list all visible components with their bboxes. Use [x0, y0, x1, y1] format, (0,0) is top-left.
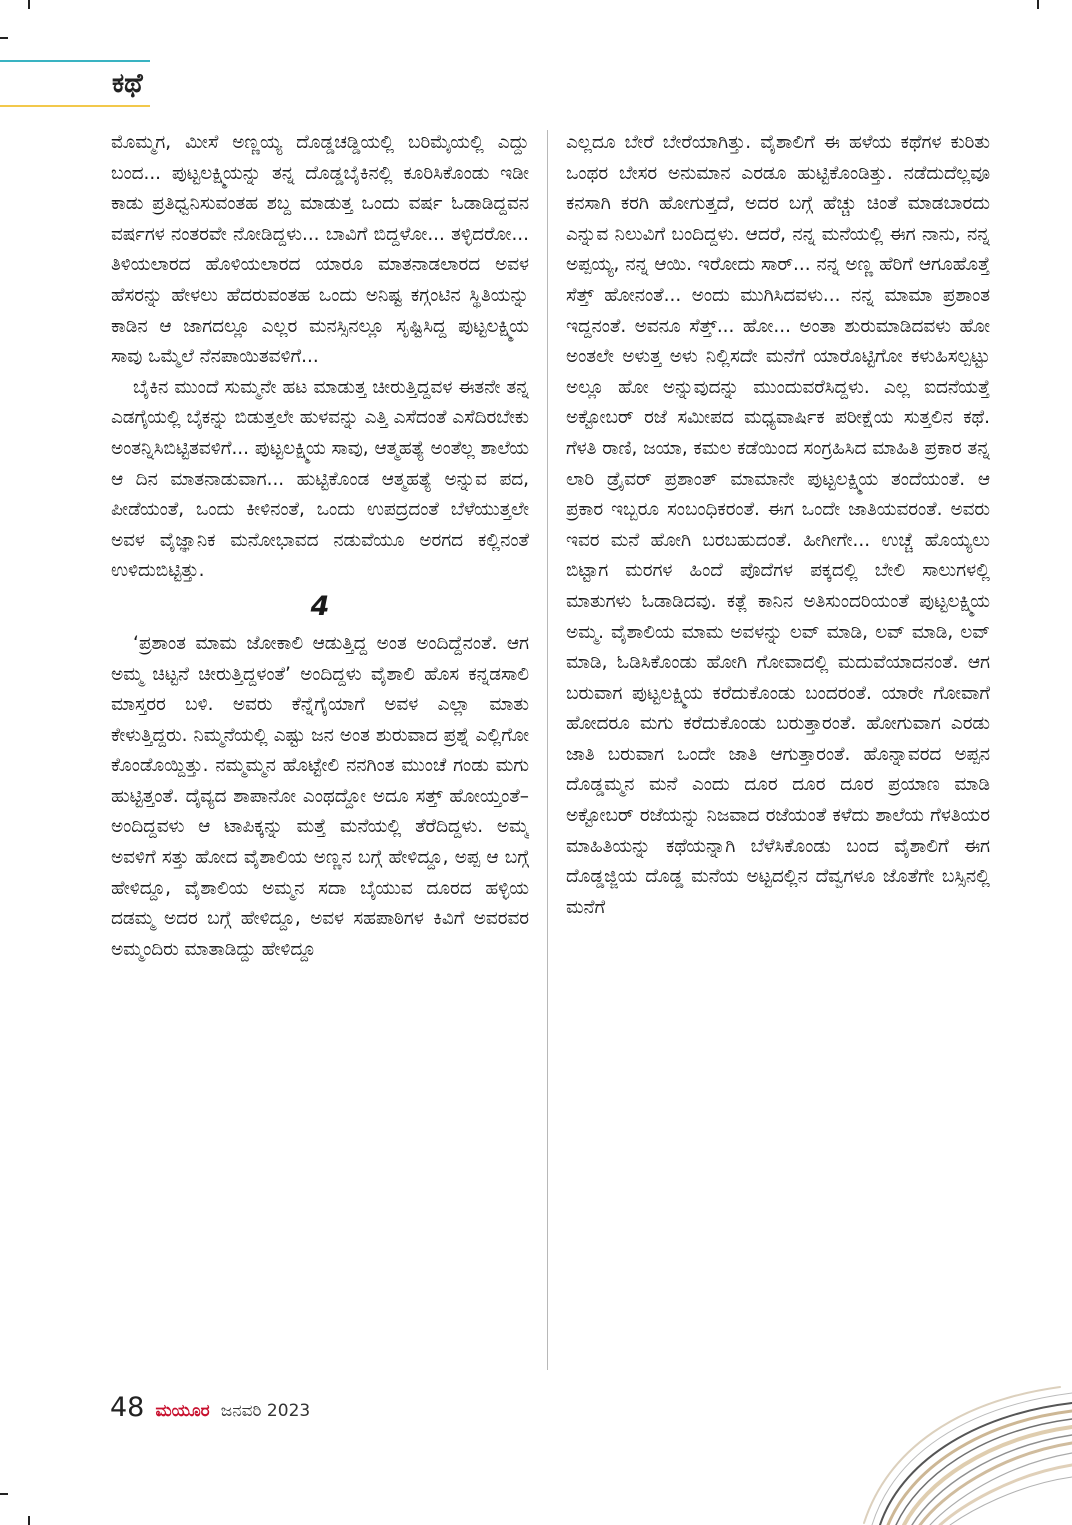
crop-mark-left-upper: [0, 37, 8, 39]
section-title: ಕಥೆ: [112, 68, 143, 99]
article-paragraph: ‘ಪ್ರಶಾಂತ ಮಾಮ ಜೋಕಾಲಿ ಆಡುತ್ತಿದ್ದ ಅಂತ ಅಂದಿದ್ದೆನಂತೆ. ಆಗ ಅಮ್ಮ ಚಿಟ್ಟನೆ ಚೀರುತ್ತಿದ್ದಳಂತೆ’ ಅಂದಿದ್ದಳು ವೈಶಾಲಿ ಹೊಸ ಕನ್ನಡಸಾಲಿ ಮಾಸ್ತರರ ಬಳಿ. ಅವರು ಕೆನ್ನೆಗೈಯಾಗೆ ಅವಳ ಎಲ್ಲಾ ಮಾತು ಕೇಳುತ್ತಿದ್ದರು. ನಿಮ್ಮನೆಯಲ್ಲಿ ಎಷ್ಟು ಜನ ಅಂತ ಶುರುವಾದ ಪ್ರಶ್ನೆ ಎಲ್ಲಿಗೋ ಕೊಂಡೊಯ್ದಿತ್ತು. ನಮ್ಮಮ್ಮನ ಹೊಟ್ಟೇಲಿ ನನಗಿಂತ ಮುಂಚೆ ಗಂಡು ಮಗು ಹುಟ್ಟಿತ್ತಂತೆ. ದೈವ್ಯದ ಶಾಪಾನೋ ಎಂಥದ್ದೋ ಅದೂ ಸತ್ತ್ ಹೋಯ್ತಂತೆ– ಅಂದಿದ್ದವಳು ಆ ಟಾಪಿಕ್ಕನ್ನು ಮತ್ತೆ ಮನೆಯಲ್ಲಿ ತೆರೆದಿದ್ದಳು. ಅಮ್ಮ ಅವಳಿಗೆ ಸತ್ತು ಹೋದ ವೈಶಾಲಿಯ ಅಣ್ಣನ ಬಗ್ಗೆ ಹೇಳಿದ್ದೂ, ಅಪ್ಪ ಆ ಬಗ್ಗೆ ಹೇಳಿದ್ದೂ, ವೈಶಾಲಿಯ ಅಮ್ಮನ ಸದಾ ಬೈಯುವ ದೂರದ ಹಳ್ಳಿಯ ದಡಮ್ಮ ಅದರ ಬಗ್ಗೆ ಹೇಳಿದ್ದೂ, ಅವಳ ಸಹಪಾಠಿಗಳ ಕಿವಿಗೆ ಅವರವರ ಅಮ್ಮಂದಿರು ಮಾತಾಡಿದ್ದು ಹೇಳಿದ್ದೂ: [111, 632, 529, 960]
decorative-brush-stroke: [860, 1385, 1072, 1525]
crop-mark-top-right: [1037, 0, 1039, 9]
page-footer: [110, 1392, 310, 1432]
magazine-name: ಮಯೂರ: [155, 1401, 210, 1421]
article-column-right: [566, 128, 990, 1373]
article-paragraph: ಮೊಮ್ಮಗ, ಮೀಸೆ ಅಣ್ಣಯ್ಯ ದೊಡ್ಡಚಡ್ಡಿಯಲ್ಲಿ ಬರಿಮೈಯಲ್ಲಿ ಎದ್ದು ಬಂದ... ಪುಟ್ಟಲಕ್ಷ್ಮಿಯನ್ನು ತನ್ನ ದೊಡ್ಡಬೈಕಿನಲ್ಲಿ ಕೂರಿಸಿಕೊಂಡು ಇಡೀ ಕಾಡು ಪ್ರತಿಧ್ವನಿಸುವಂತಹ ಶಬ್ದ ಮಾಡುತ್ತ ಒಂದು ವರ್ಷ ಓಡಾಡಿದ್ದವನ ವರ್ಷಗಳ ನಂತರವೇ ನೋಡಿದ್ದಳು... ಬಾವಿಗೆ ಬಿದ್ದಳೋ... ತಳ್ಳಿದರೋ... ತಿಳಿಯಲಾರದ ಹೊಳಿಯಲಾರದ ಯಾರೂ ಮಾತನಾಡಲಾರದ ಅವಳ ಹೆಸರನ್ನು ಹೇಳಲು ಹೆದರುವಂತಹ ಒಂದು ಅನಿಷ್ಟ ಕಗ್ಗಂಟಿನ ಸ್ಥಿತಿಯನ್ನು ಕಾಡಿನ ಆ ಜಾಗದಲ್ಲೂ ಎಲ್ಲರ ಮನಸ್ಸಿನಲ್ಲೂ ಸೃಷ್ಟಿಸಿದ್ದ ಪುಟ್ಟಲಕ್ಷ್ಮಿಯ ಸಾವು ಒಮ್ಮೆಲೆ ನೆನಪಾಯಿತವಳಿಗೆ...: [111, 132, 529, 368]
crop-mark-left-lower: [0, 1493, 8, 1495]
article-paragraph: ಎಲ್ಲದೂ ಬೇರೆ ಬೇರೆಯಾಗಿತ್ತು. ವೈಶಾಲಿಗೆ ಈ ಹಳೆಯ ಕಥೆಗಳ ಕುರಿತು ಒಂಥರ ಬೇಸರ ಅನುಮಾನ ಎರಡೂ ಹುಟ್ಟಿಕೊಂಡಿತ್ತು. ನಡೆದುದೆಲ್ಲವೂ ಕನಸಾಗಿ ಕರಗಿ ಹೋಗುತ್ತದೆ, ಅದರ ಬಗ್ಗೆ ಹೆಚ್ಚು ಚಿಂತೆ ಮಾಡಬಾರದು ಎನ್ನುವ ನಿಲುವಿಗೆ ಬಂದಿದ್ದಳು. ಆದರೆ, ನನ್ನ ಮನೆಯಲ್ಲಿ ಈಗ ನಾನು, ನನ್ನ ಅಪ್ಪಯ್ಯ, ನನ್ನ ಆಯಿ. ಇರೋದು ಸಾರ್... ನನ್ನ ಅಣ್ಣ ಹೆರಿಗೆ ಆಗೂಹೊತ್ತೆ ಸೆತ್ತ್ ಹೋನಂತೆ... ಅಂದು ಮುಗಿಸಿದವಳು... ನನ್ನ ಮಾಮಾ ಪ್ರಶಾಂತ ಇದ್ದನಂತೆ. ಅವನೂ ಸೆತ್ತ್... ಹೋ... ಅಂತಾ ಶುರುಮಾಡಿದವಳು ಹೋ ಅಂತಲೇ ಅಳುತ್ತ ಅಳು ನಿಲ್ಲಿಸದೇ ಮನೆಗೆ ಯಾರೊಟ್ಟಿಗೋ ಕಳುಹಿಸಲ್ಪಟ್ಟು ಅಲ್ಲೂ ಹೋ ಅನ್ನುವುದನ್ನು ಮುಂದುವರೆಸಿದ್ದಳು. ಎಲ್ಲ ಐದನೆಯತ್ತೆ ಅಕ್ಟೋಬರ್ ರಜೆ ಸಮೀಪದ ಮಧ್ಯವಾರ್ಷಿಕ ಪರೀಕ್ಷೆಯ ಸುತ್ತಲಿನ ಕಥೆ. ಗೆಳತಿ ರಾಣಿ, ಜಯಾ, ಕಮಲ ಕಡೆಯಿಂದ ಸಂಗ್ರಹಿಸಿದ ಮಾಹಿತಿ ಪ್ರಕಾರ ತನ್ನ ಲಾರಿ ಡ್ರೈವರ್ ಪ್ರಶಾಂತ್ ಮಾಮಾನೇ ಪುಟ್ಟಲಕ್ಷ್ಮಿಯ ತಂದೆಯಂತೆ. ಆ ಪ್ರಕಾರ ಇಬ್ಬರೂ ಸಂಬಂಧಿಕರಂತೆ. ಈಗ ಒಂದೇ ಜಾತಿಯವರಂತೆ. ಅವರು ಇವರ ಮನೆ ಹೋಗಿ ಬರಬಹುದಂತೆ. ಹೀಗೀಗೇ... ಉಚ್ಚೆ ಹೊಯ್ಯಲು ಬಿಟ್ಟಾಗ ಮರಗಳ ಹಿಂದೆ ಪೊದೆಗಳ ಪಕ್ಕದಲ್ಲಿ ಬೇಲಿ ಸಾಲುಗಳಲ್ಲಿ ಮಾತುಗಳು ಓಡಾಡಿದವು. ಕತ್ಲೆ ಕಾನಿನ ಅತಿಸುಂದರಿಯಂತೆ ಪುಟ್ಟಲಕ್ಷ್ಮಿಯ ಅಮ್ಮ. ವೈಶಾಲಿಯ ಮಾಮ ಅವಳನ್ನು ಲವ್ ಮಾಡಿ, ಲವ್ ಮಾಡಿ, ಲವ್ ಮಾಡಿ, ಓಡಿಸಿಕೊಂಡು ಹೋಗಿ ಗೋವಾದಲ್ಲಿ ಮದುವೆಯಾದನಂತೆ. ಆಗ ಬರುವಾಗ ಪುಟ್ಟಲಕ್ಷ್ಮಿಯ ಕರೆದುಕೊಂಡು ಬಂದರಂತೆ. ಯಾರೇ ಗೋವಾಗೆ ಹೋದರೂ ಮಗು ಕರೆದುಕೊಂಡು ಬರುತ್ತಾರಂತೆ. ಹೋಗುವಾಗ ಎರಡು ಜಾತಿ ಬರುವಾಗ ಒಂದೇ ಜಾತಿ ಆಗುತ್ತಾರಂತೆ. ಹೊನ್ನಾವರದ ಅಪ್ಪನ ದೊಡ್ಡಮ್ಮನ ಮನೆ ಎಂದು ದೂರ ದೂರ ದೂರ ಪ್ರಯಾಣ ಮಾಡಿ ಅಕ್ಟೋಬರ್ ರಜೆಯನ್ನು ನಿಜವಾದ ರಜೆಯಂತೆ ಕಳೆದು ಶಾಲೆಯ ಗೆಳತಿಯರ ಮಾಹಿತಿಯನ್ನು ಕಥೆಯನ್ನಾಗಿ ಬೆಳೆಸಿಕೊಂಡು ಬಂದ ವೈಶಾಲಿಗೆ ಈಗ ದೊಡ್ಡಜ್ಜಿಯ ದೊಡ್ಡ ಮನೆಯ ಅಟ್ಟದಲ್ಲಿನ ದೆವ್ವಗಳೂ ಜೊತೆಗೇ ಬಸ್ಸಿನಲ್ಲಿ ಮನೆಗೆ: [566, 132, 990, 918]
chapter-number: 4: [310, 590, 330, 622]
issue-date: ಜನವರಿ 2023: [220, 1401, 311, 1421]
crop-mark-top-left: [28, 0, 30, 9]
page-number: 48: [110, 1392, 145, 1423]
column-divider: [547, 130, 548, 1370]
header-accent-rule-teal: [0, 60, 150, 62]
header-accent-rule-yellow: [0, 105, 150, 107]
article-paragraph: ಬೈಕಿನ ಮುಂದೆ ಸುಮ್ಮನೇ ಹಟ ಮಾಡುತ್ತ ಚೀರುತ್ತಿದ್ದವಳ ಈತನೇ ತನ್ನ ಎಡಗೈಯಲ್ಲಿ ಬೈಕನ್ನು ಬಿಡುತ್ತಲೇ ಹುಳವನ್ನು ಎತ್ತಿ ಎಸೆದಂತೆ ಎಸೆದಿರಬೇಕು ಅಂತನ್ನಿಸಿಬಿಟ್ಟಿತವಳಿಗೆ... ಪುಟ್ಟಲಕ್ಷ್ಮಿಯ ಸಾವು, ಆತ್ಮಹತ್ಯೆ ಅಂತೆಲ್ಲ ಶಾಲೆಯ ಆ ದಿನ ಮಾತನಾಡುವಾಗ... ಹುಟ್ಟಿಕೊಂಡ ಆತ್ಮಹತ್ಯೆ ಅನ್ನುವ ಪದ, ಪೀಡೆಯಂತೆ, ಒಂದು ಕೀಳಿನಂತೆ, ಒಂದು ಉಪದ್ರದಂತೆ ಬೆಳೆಯುತ್ತಲೇ ಅವಳ ವೈಜ್ಞಾನಿಕ ಮನೋಭಾವದ ನಡುವೆಯೂ ಅರಗದ ಕಲ್ಲಿನಂತೆ ಉಳಿದುಬಿಟ್ಟಿತ್ತು.: [111, 376, 529, 582]
article-column-left: [111, 128, 529, 1373]
crop-mark-bottom-left: [28, 1516, 30, 1525]
